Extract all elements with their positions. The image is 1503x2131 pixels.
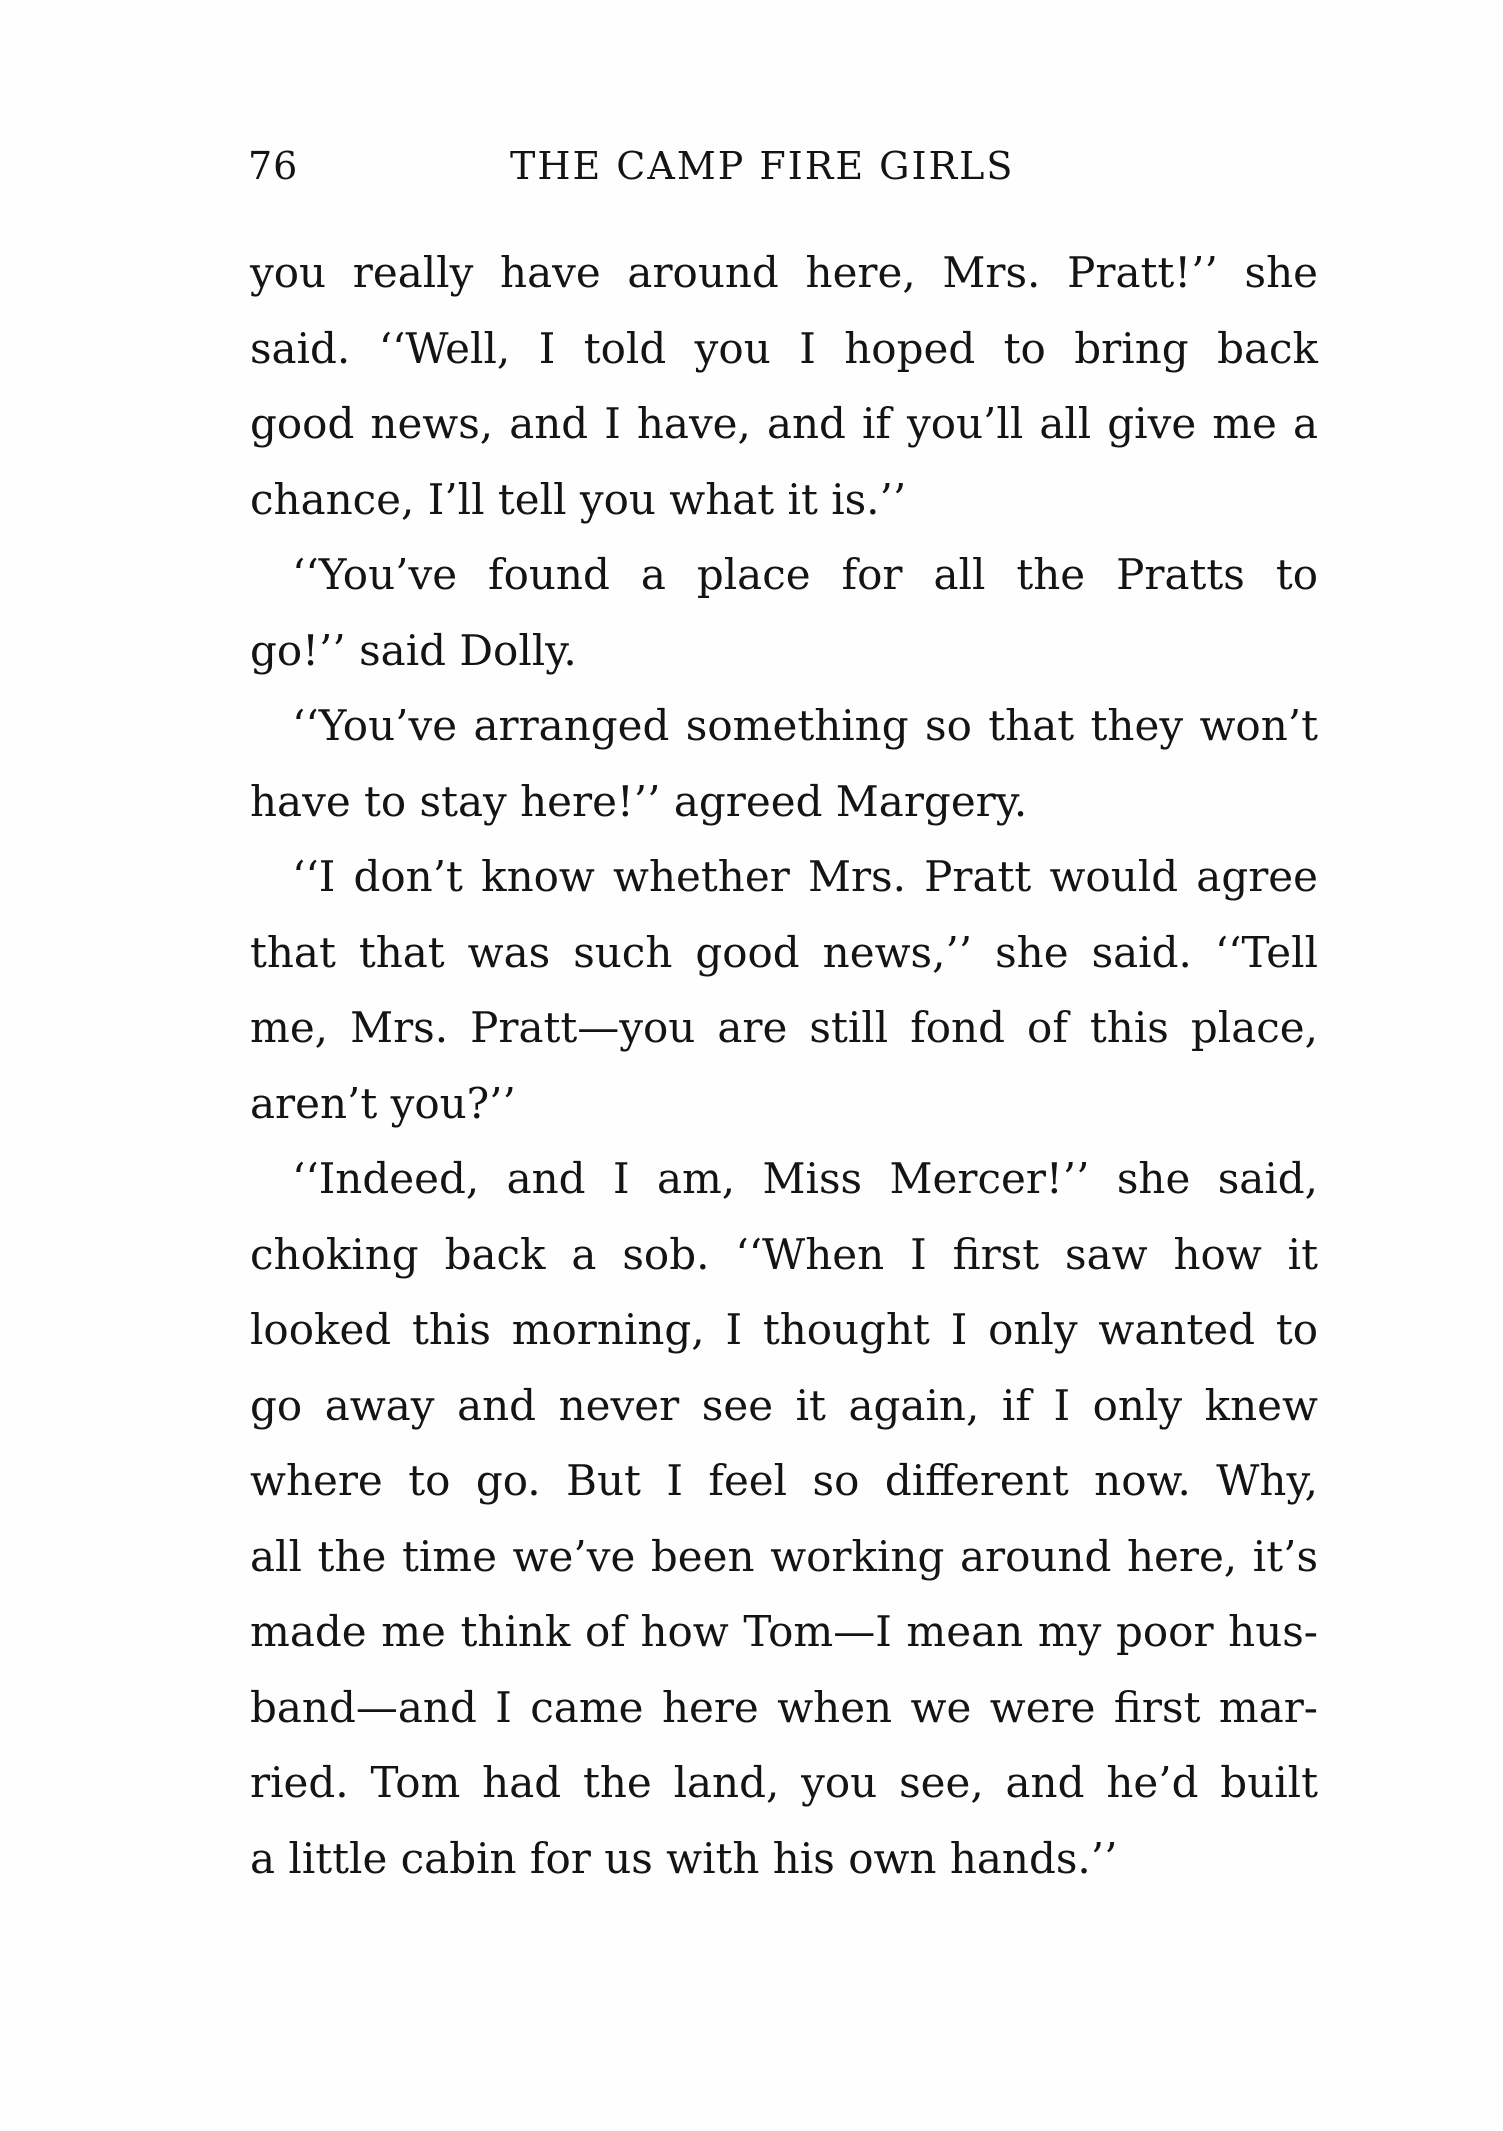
page-number: 76 (248, 144, 299, 188)
text-line: have to stay here!’’ agreed Margery. (250, 776, 1028, 826)
text-line: me, Mrs. Pratt—you are still fond of this place, (250, 1003, 1318, 1052)
text-line: choking back a sob. ‘‘When I first saw how it (250, 1229, 1318, 1279)
text-line: looked this morning, I thought I only wanted to (250, 1305, 1318, 1354)
text-line: where to go. But I feel so different now. Why, (250, 1456, 1318, 1505)
text-line: that that was such good news,’’ she said. ‘‘Tell (250, 927, 1318, 977)
text-line: chance, I’ll tell you what it is.’’ (250, 474, 907, 524)
text-line: ‘‘You’ve found a place for all the Pratts to (292, 550, 1318, 599)
body-text (250, 235, 1318, 1896)
running-head (248, 140, 1308, 192)
text-line: ‘‘Indeed, and I am, Miss Mercer!’’ she said, (292, 1154, 1318, 1203)
text-line: go away and never see it again, if I only knew (250, 1380, 1318, 1430)
text-line: ried. Tom had the land, you see, and he’d built (250, 1758, 1318, 1807)
text-line: you really have around here, Mrs. Pratt!’’ she (250, 248, 1318, 297)
text-line: said. ‘‘Well, I told you I hoped to bring back (250, 323, 1318, 373)
text-line: all the time we’ve been working around here, it’s (250, 1531, 1318, 1581)
text-line: a little cabin for us with his own hands.’’ (250, 1833, 1118, 1883)
text-line: go!’’ said Dolly. (250, 625, 577, 675)
text-line: made me think of how Tom—I mean my poor hus- (250, 1607, 1318, 1656)
text-line: band—and I came here when we were first mar- (250, 1682, 1318, 1732)
running-title: THE CAMP FIRE GIRLS (510, 144, 1015, 188)
text-line: good news, and I have, and if you’ll all give me a (250, 399, 1318, 448)
text-line: ‘‘You’ve arranged something so that they won’t (292, 701, 1318, 750)
text-line: ‘‘I don’t know whether Mrs. Pratt would agree (292, 852, 1318, 901)
text-line: aren’t you?’’ (250, 1078, 516, 1128)
